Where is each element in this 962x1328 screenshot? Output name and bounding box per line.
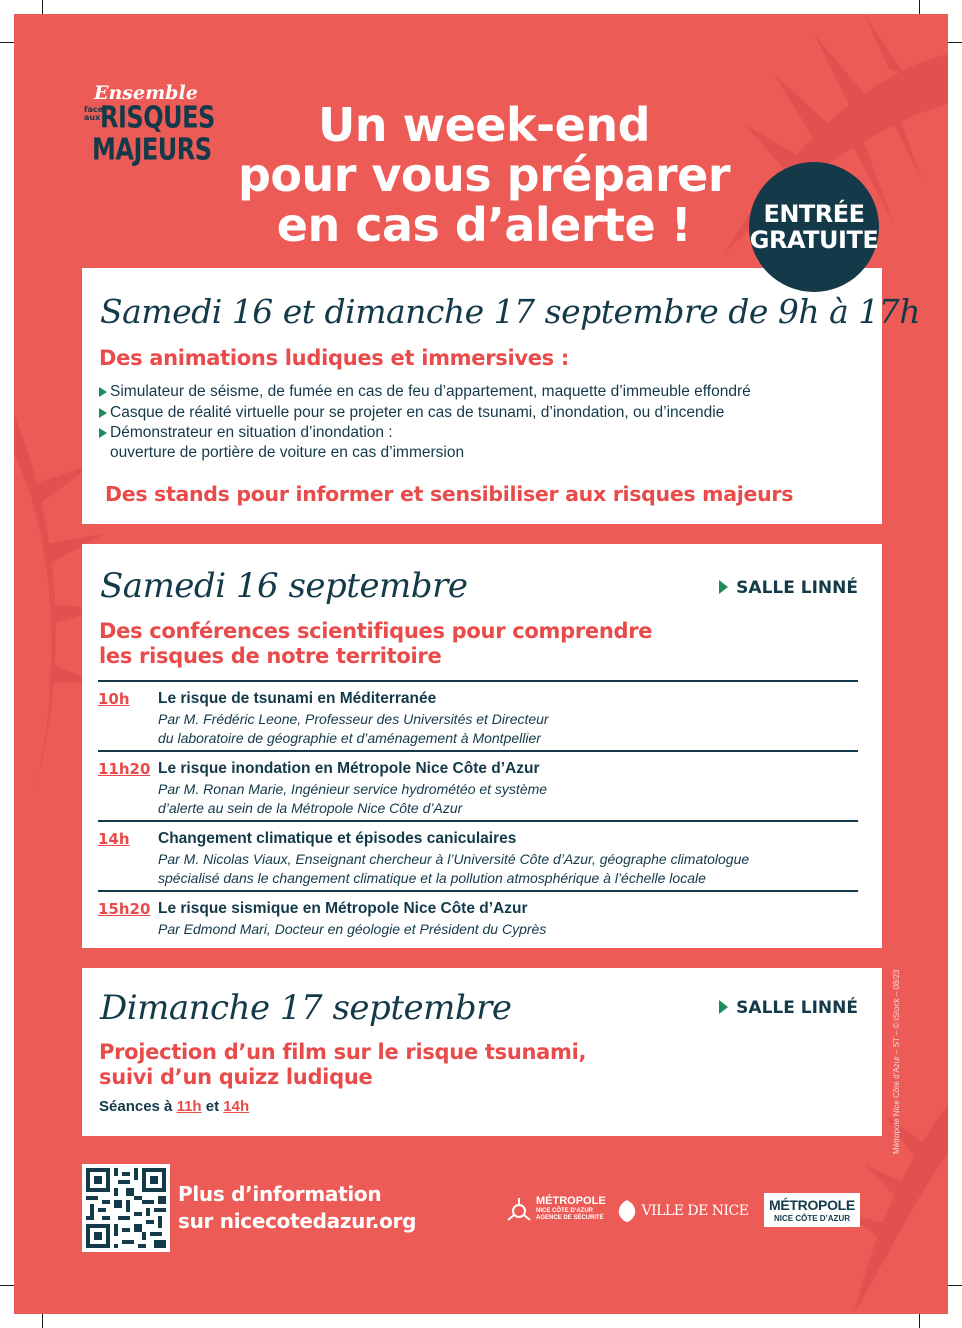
metropole-nca-logo: MÉTROPOLE NICE CÔTE D’AZUR — [764, 1193, 860, 1227]
section-title: Samedi 16 et dimanche 17 septembre de 9h à 17h — [100, 292, 921, 331]
talk-time: 14h — [98, 830, 130, 848]
logo-text: MÉTROPOLE NICE CÔTE D’AZUR AGENCE DE SÉCURITÉ — [536, 1195, 606, 1221]
badge-line: GRATUITE — [749, 226, 879, 254]
talk-time: 15h20 — [98, 900, 151, 918]
talk-title: Le risque inondation en Métropole Nice Côte d’Azur — [158, 760, 540, 777]
card-weekend-activities — [82, 268, 921, 524]
metropole-agence-securite-logo — [504, 1194, 614, 1228]
location-label: SALLE LINNÉ — [719, 578, 858, 598]
talk-speaker: Par M. Frédéric Leone, Professeur des Universités et Directeur du laboratoire de géographie et d’aménagement à Montpellier — [158, 711, 549, 746]
stands-text: Des stands pour informer et sensibiliser aux risques majeurs — [105, 482, 794, 506]
logo-line-face-aux: face aux — [84, 105, 104, 122]
section-subtitle: Projection d’un film sur le risque tsunami, suivi d’un quizz ludique — [99, 1040, 587, 1089]
nice-eagle-icon — [617, 1199, 637, 1223]
title-line: Un week-end — [317, 98, 651, 152]
screening-time: 14h — [223, 1098, 250, 1115]
info-line: Plus d’information — [178, 1182, 382, 1206]
table-row — [98, 750, 858, 822]
more-info-text — [178, 1181, 416, 1235]
talk-speaker: Par M. Ronan Marie, Ingénieur service hydrométéo et système d’alerte au sein de la Métropole Nice Côte d’Azur — [158, 781, 548, 816]
free-entry-badge — [749, 162, 879, 292]
list-item: Casque de réalité virtuelle pour se projeter en cas de tsunami, d’inondation, ou d’incendie — [96, 403, 751, 424]
title-line: en cas d’alerte ! — [276, 198, 692, 252]
talk-title: Le risque de tsunami en Méditerranée — [158, 690, 437, 707]
section-title: Dimanche 17 septembre — [100, 988, 512, 1028]
logo-line-risques: RISQUES — [100, 100, 215, 135]
logo-line-majeurs: MAJEURS — [92, 132, 212, 167]
arrow-right-icon — [719, 1000, 728, 1014]
talk-time: 11h20 — [98, 760, 151, 778]
talk-time: 10h — [98, 690, 130, 708]
location-label: SALLE LINNÉ — [719, 998, 858, 1018]
card-sunday-film — [82, 968, 882, 1136]
talk-title: Changement climatique et épisodes caniculaires — [158, 830, 517, 847]
card-saturday-conferences — [82, 544, 882, 948]
poster — [14, 14, 948, 1314]
credit-text: Métropole Nice Côte d’Azur – ST – © iStock – 08/23 — [892, 969, 901, 1154]
qr-code-icon — [86, 1168, 166, 1248]
talk-speaker: Par Edmond Mari, Docteur en géologie et Président du Cyprès — [158, 921, 547, 937]
screening-times: Séances à 11h et 14h — [99, 1098, 250, 1115]
list-item: Démonstrateur en situation d’inondation : — [96, 423, 751, 444]
ensemble-risques-majeurs-logo — [84, 82, 214, 182]
list-item: Simulateur de séisme, de fumée en cas de feu d’appartement, maquette d’immeuble effondré — [96, 382, 751, 403]
activity-list — [96, 382, 751, 444]
title-line: pour vous préparer — [237, 148, 731, 202]
section-subtitle: Des animations ludiques et immersives : — [99, 346, 569, 370]
talk-title: Le risque sismique en Métropole Nice Côte d’Azur — [158, 900, 528, 917]
metropole-emblem-icon — [504, 1196, 534, 1226]
section-subtitle: Des conférences scientifiques pour comprendre les risques de notre territoire — [99, 619, 653, 668]
section-title: Samedi 16 septembre — [100, 566, 468, 606]
table-row — [98, 680, 858, 752]
qr-code[interactable] — [82, 1164, 170, 1252]
talk-speaker: Par M. Nicolas Viaux, Enseignant chercheur à l’Université Côte d’Azur, géographe climatologue spécialisé dans le changement climatique et la pollution atmosphérique à l’échelle locale — [158, 851, 750, 886]
page-title — [214, 100, 754, 250]
arrow-right-icon — [719, 580, 728, 594]
logo-line-ensemble: Ensemble — [94, 82, 198, 104]
list-item-continuation: ouverture de portière de voiture en cas d’immersion — [110, 444, 465, 461]
table-row — [98, 820, 858, 892]
ville-de-nice-logo: VILLE DE NICE — [617, 1199, 748, 1225]
info-link[interactable]: sur nicecotedazur.org — [178, 1209, 417, 1233]
table-row — [98, 890, 858, 948]
badge-line: ENTRÉE — [763, 200, 865, 228]
screening-time: 11h — [176, 1098, 202, 1115]
